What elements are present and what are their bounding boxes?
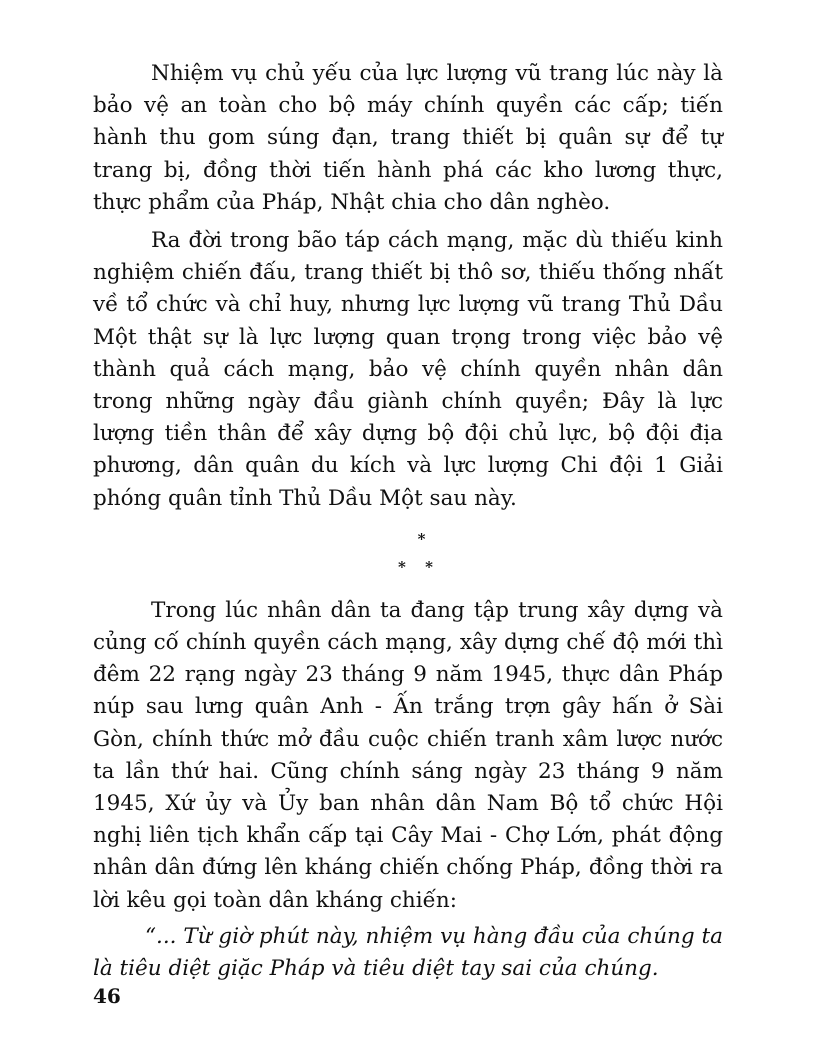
- body-text: [93, 58, 723, 985]
- paragraph-armed-forces-origin: Ra đời trong bão táp cách mạng, mặc dù thiếu kinh nghiệm chiến đấu, trang thiết bị thô sơ, thiếu thống nhất về tổ chức và chỉ huy, nhưng lực lượng vũ trang Thủ Dầu Một thật sự là lực lượng quan trọng trong việc bảo vệ thành quả cách mạng, bảo vệ chính quyền nhân dân trong những ngày đầu giành chính quyền; Đây là lực lượng tiền thân để xây dựng bộ đội chủ lực, bộ đội địa phương, dân quân du kích và lực lượng Chi đội 1 Giải phóng quân tỉnh Thủ Dầu Một sau này.: [93, 228, 723, 511]
- quote-call-to-resistance: “... Từ giờ phút này, nhiệm vụ hàng đầu của chúng ta là tiêu diệt giặc Pháp và tiêu diệt tay sai của chúng.: [93, 923, 723, 982]
- separator-asterisk-bottom: * *: [398, 557, 434, 576]
- page-number: 46: [93, 984, 121, 1008]
- paragraph-french-aggression: Trong lúc nhân dân ta đang tập trung xây dựng và củng cố chính quyền cách mạng, xây dựng chế độ mới thì đêm 22 rạng ngày 23 tháng 9 năm 1945, thực dân Pháp núp sau lưng quân Anh - Ấn trắng trợn gây hấn ở Sài Gòn, chính thức mở đầu cuộc chiến tranh xâm lược nước ta lần thứ hai. Cũng chính sáng ngày 23 tháng 9 năm 1945, Xứ ủy và Ủy ban nhân dân Nam Bộ tổ chức Hội nghị liên tịch khẩn cấp tại Cây Mai - Chợ Lớn, phát động nhân dân đứng lên kháng chiến chống Pháp, đồng thời ra lời kêu gọi toàn dân kháng chiến:: [93, 597, 723, 913]
- section-separator: [93, 525, 723, 581]
- paragraph-armed-forces-duties: Nhiệm vụ chủ yếu của lực lượng vũ trang lúc này là bảo vệ an toàn cho bộ máy chính quyền các cấp; tiến hành thu gom súng đạn, trang thiết bị quân sự để tự trang bị, đồng thời tiến hành phá các kho lương thực, thực phẩm của Pháp, Nhật chia cho dân nghèo.: [93, 61, 723, 215]
- separator-asterisk-top: *: [417, 529, 427, 548]
